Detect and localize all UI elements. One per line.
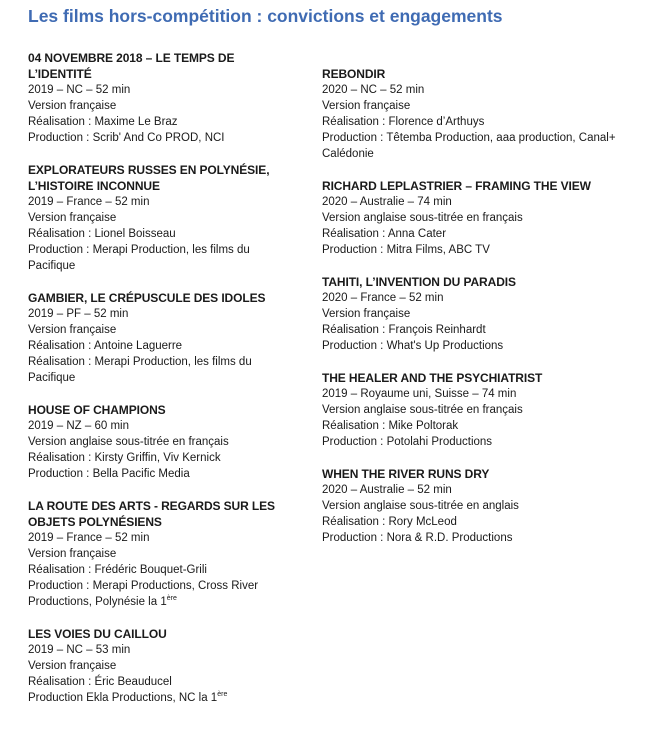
film-language: Version anglaise sous-titrée en anglais — [322, 500, 519, 512]
film-year-country-duration: 2019 – Royaume uni, Suisse – 74 min — [322, 388, 517, 400]
film-year-country-duration: 2020 – Australie – 52 min — [322, 484, 452, 496]
film-director: Réalisation : Kirsty Griffin, Viv Kernick — [28, 452, 221, 464]
film-director: Réalisation : Antoine Laguerre — [28, 340, 183, 352]
film-production: Production : Potolahi Productions — [322, 436, 493, 448]
film-director: Réalisation : Mike Poltorak — [322, 420, 459, 432]
film-production — [28, 578, 290, 610]
film-year-country-duration: 2019 – PF – 52 min — [28, 308, 129, 320]
film-language: Version française — [322, 100, 411, 112]
film-title: REBONDIR — [322, 67, 386, 81]
film-production: Production : Nora & R.D. Productions — [322, 532, 513, 544]
film-director: Réalisation : Éric Beauducel — [28, 676, 172, 688]
film-entry — [322, 274, 622, 354]
film-production: Production : Bella Pacific Media — [28, 468, 190, 480]
film-director: Réalisation : Rory McLeod — [322, 516, 457, 528]
film-production: Production : Têtemba Production, aaa production, Canal+ Calédonie — [322, 132, 616, 160]
superscript-ordinal: ère — [217, 691, 228, 699]
film-director: Réalisation : Maxime Le Braz — [28, 116, 178, 128]
film-language: Version anglaise sous-titrée en français — [322, 212, 523, 224]
film-title: HOUSE OF CHAMPIONS — [28, 403, 166, 417]
film-director: Réalisation : Lionel Boisseau — [28, 228, 176, 240]
film-title: RICHARD LEPLASTRIER – FRAMING THE VIEW — [322, 179, 591, 193]
page-title: Les films hors-compétition : convictions et engagements — [28, 6, 503, 26]
film-entry — [28, 162, 290, 274]
film-production: Production : Scrib' And Co PROD, NCI — [28, 132, 225, 144]
film-entry — [28, 290, 290, 386]
film-title: GAMBIER, LE CRÉPUSCULE DES IDOLES — [28, 291, 266, 305]
film-entry — [28, 626, 290, 706]
film-director: Réalisation : Florence d’Arthuys — [322, 116, 485, 128]
film-director: Réalisation : François Reinhardt — [322, 324, 486, 336]
film-entry — [28, 498, 290, 610]
film-year-country-duration: 2020 – NC – 52 min — [322, 84, 425, 96]
film-language: Version française — [28, 660, 117, 672]
film-production — [28, 690, 290, 706]
film-production-text: Production Ekla Productions, NC la 1 — [28, 692, 218, 704]
film-title: EXPLORATEURS RUSSES EN POLYNÉSIE, L’HISTOIRE INCONNUE — [28, 163, 270, 193]
film-year-country-duration: 2020 – Australie – 74 min — [322, 196, 452, 208]
film-production: Production : Merapi Production, les films du Pacifique — [28, 244, 250, 272]
film-language: Version française — [28, 212, 117, 224]
film-production: Réalisation : Merapi Production, les films du Pacifique — [28, 356, 252, 384]
film-language: Version française — [28, 324, 117, 336]
film-language: Version française — [28, 548, 117, 560]
film-production: Production : Mitra Films, ABC TV — [322, 244, 490, 256]
film-title: THE HEALER AND THE PSYCHIATRIST — [322, 371, 543, 385]
film-year-country-duration: 2019 – NC – 53 min — [28, 644, 131, 656]
film-language: Version anglaise sous-titrée en français — [322, 404, 523, 416]
film-entry — [322, 178, 622, 258]
film-entry — [28, 50, 290, 146]
film-title: TAHITI, L’INVENTION DU PARADIS — [322, 275, 516, 289]
film-year-country-duration: 2020 – France – 52 min — [322, 292, 444, 304]
film-director: Réalisation : Anna Cater — [322, 228, 447, 240]
film-year-country-duration: 2019 – France – 52 min — [28, 532, 150, 544]
film-title: WHEN THE RIVER RUNS DRY — [322, 467, 490, 481]
film-director: Réalisation : Frédéric Bouquet-Grili — [28, 564, 207, 576]
film-entry — [28, 402, 290, 482]
film-production: Production : What's Up Productions — [322, 340, 504, 352]
superscript-ordinal: ère — [166, 595, 177, 603]
film-year-country-duration: 2019 – NC – 52 min — [28, 84, 131, 96]
film-title: LES VOIES DU CAILLOU — [28, 627, 167, 641]
film-language: Version française — [28, 100, 117, 112]
right-column — [322, 66, 622, 562]
film-language: Version anglaise sous-titrée en français — [28, 436, 229, 448]
left-column — [28, 50, 290, 722]
film-production-text: Production : Merapi Productions, Cross River Productions, Polynésie la 1 — [28, 580, 259, 608]
film-entry — [322, 466, 622, 546]
film-title: 04 NOVEMBRE 2018 – LE TEMPS DE L’IDENTITÉ — [28, 51, 235, 81]
film-title: LA ROUTE DES ARTS - REGARDS SUR LES OBJETS POLYNÉSIENS — [28, 499, 275, 529]
film-year-country-duration: 2019 – France – 52 min — [28, 196, 150, 208]
film-entry — [322, 66, 622, 162]
film-entry — [322, 370, 622, 450]
film-year-country-duration: 2019 – NZ – 60 min — [28, 420, 130, 432]
film-language: Version française — [322, 308, 411, 320]
